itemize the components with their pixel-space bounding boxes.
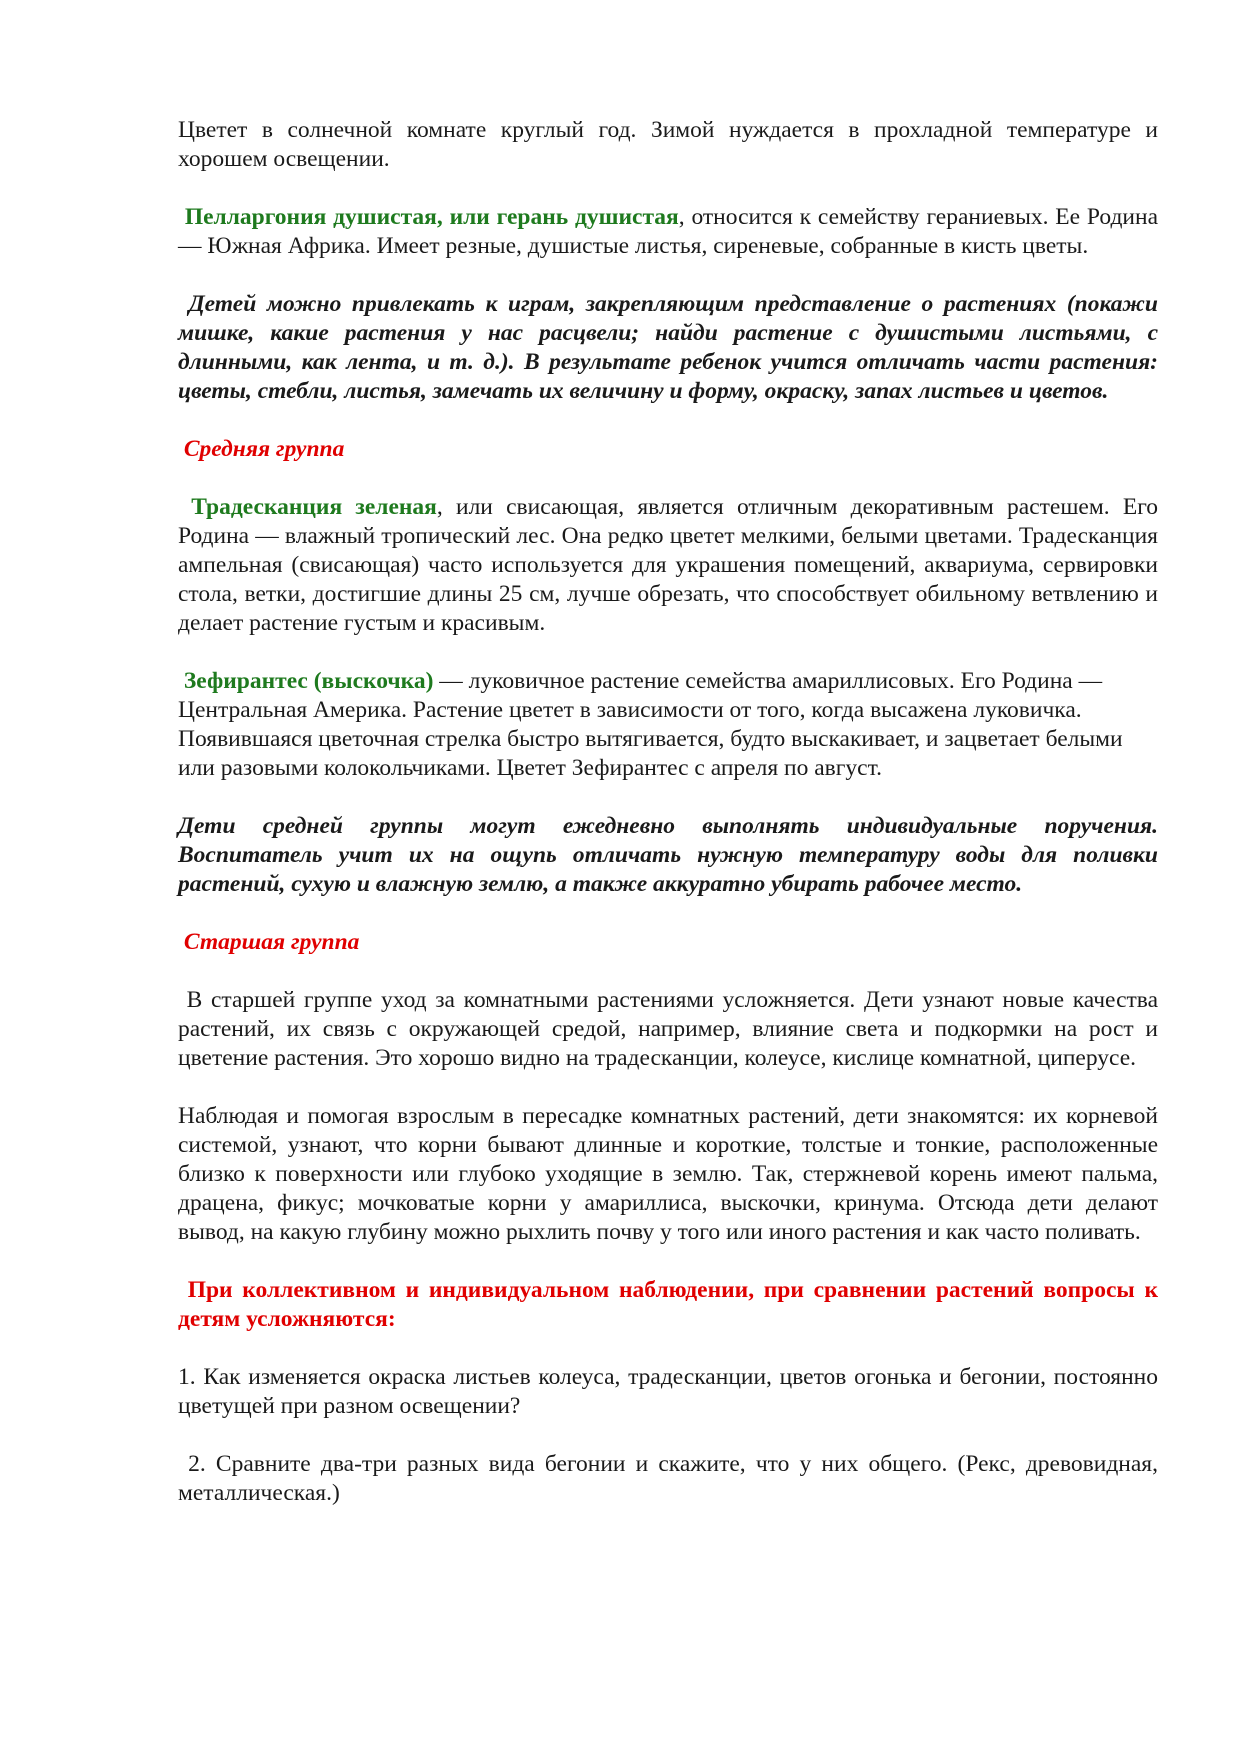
paragraph-senior-care: [178, 986, 1158, 1073]
heading-middle-group-text: Средняя группа: [183, 436, 345, 462]
plant-name-zephyranthes: Зефирантес (выскочка): [183, 668, 434, 694]
games-note-text: Детей можно привлекать к играм, закрепляющим представление о растениях (покажи мишке, какие растения у нас расцвели; найди растение с душистыми листьями, с длинными, как лента, и т. д.). В результате ребенок учится отличать части растения: цветы, стебли, листья, замечать их величину и форму, окраску, запах листьев и цветов.: [178, 291, 1158, 404]
zephyranthes-description: — луковичное растение семейства амариллисовых. Его Родина — Центральная Америка. Растение цветет в зависимости от того, когда высажена луковичка. Появившаяся цветочная стрелка быстро вытягивается, будто выскакивает, и зацветает белыми или разовыми колокольчиками. Цветет Зефирантес с апреля по август.: [178, 668, 1123, 781]
paragraph-questions-intro: [178, 1276, 1158, 1334]
paragraph-pelargonium: [178, 203, 1158, 261]
paragraph-middle-group-tasks: Дети средней группы могут ежедневно выполнять индивидуальные поручения. Воспитатель учит их на ощупь отличать нужную температуру воды для поливки растений, сухую и влажную землю, а также аккуратно убирать рабочее место.: [178, 813, 1158, 897]
question-2-text: 2. Сравните два-три разных вида бегонии и скажите, что у них общего. (Рекс, древовидная, металлическая.): [178, 1451, 1158, 1506]
tradescantia-description: , или свисающая, является отличным декоративным растешем. Его Родина — влажный тропический лес. Она редко цветет мелкими, белыми цветами. Традесканция ампельная (свисающая) часто используется для украшения помещений, аквариума, сервировки стола, ветки, достигшие длины 25 см, лучше обрезать, что способствует обильному ветвлению и делает растение густым и красивым.: [178, 494, 1159, 636]
heading-senior-group: [178, 928, 1158, 957]
questions-intro-text: При коллективном и индивидуальном наблюдении, при сравнении растений вопросы к детям усложняются:: [178, 1277, 1159, 1332]
heading-senior-group-text: Старшая группа: [183, 929, 360, 955]
paragraph-tradescantia: [178, 493, 1158, 638]
paragraph-games-note: [178, 290, 1158, 406]
document-page: [178, 116, 1158, 1508]
heading-middle-group: [178, 435, 1158, 464]
paragraph-begonia-care: Цветет в солнечной комнате круглый год. Зимой нуждается в прохладной температуре и хорошем освещении.: [178, 117, 1158, 172]
question-2: [178, 1450, 1158, 1508]
paragraph-zephyranthes: [178, 667, 1158, 783]
pelargonium-description: , относится к семейству гераниевых. Ее Родина — Южная Африка. Имеет резные, душистые листья, сиреневые, собранные в кисть цветы.: [178, 204, 1158, 259]
plant-name-tradescantia: Традесканция зеленая: [191, 494, 437, 520]
senior-care-text: В старшей группе уход за комнатными растениями усложняется. Дети узнают новые качества растений, их связь с окружающей средой, например, влияние света и подкормки на рост и цветение растения. Это хорошо видно на традесканции, колеусе, кислице комнатной, циперусе.: [178, 987, 1158, 1071]
question-1: 1. Как изменяется окраска листьев колеуса, традесканции, цветов огонька и бегонии, постоянно цветущей при разном освещении?: [178, 1364, 1158, 1419]
plant-name-pelargonium: Пелларгония душистая, или герань душистая: [184, 204, 679, 230]
paragraph-transplanting: Наблюдая и помогая взрослым в пересадке комнатных растений, дети знакомятся: их корневой системой, узнают, что корни бывают длинные и короткие, толстые и тонкие, расположенные близко к поверхности или глубоко уходящие в землю. Так, стержневой корень имеют пальма, драцена, фикус; мочковатые корни у амариллиса, выскочки, кринума. Отсюда дети делают вывод, на какую глубину можно рыхлить почву у того или иного растения и как часто поливать.: [178, 1103, 1158, 1245]
